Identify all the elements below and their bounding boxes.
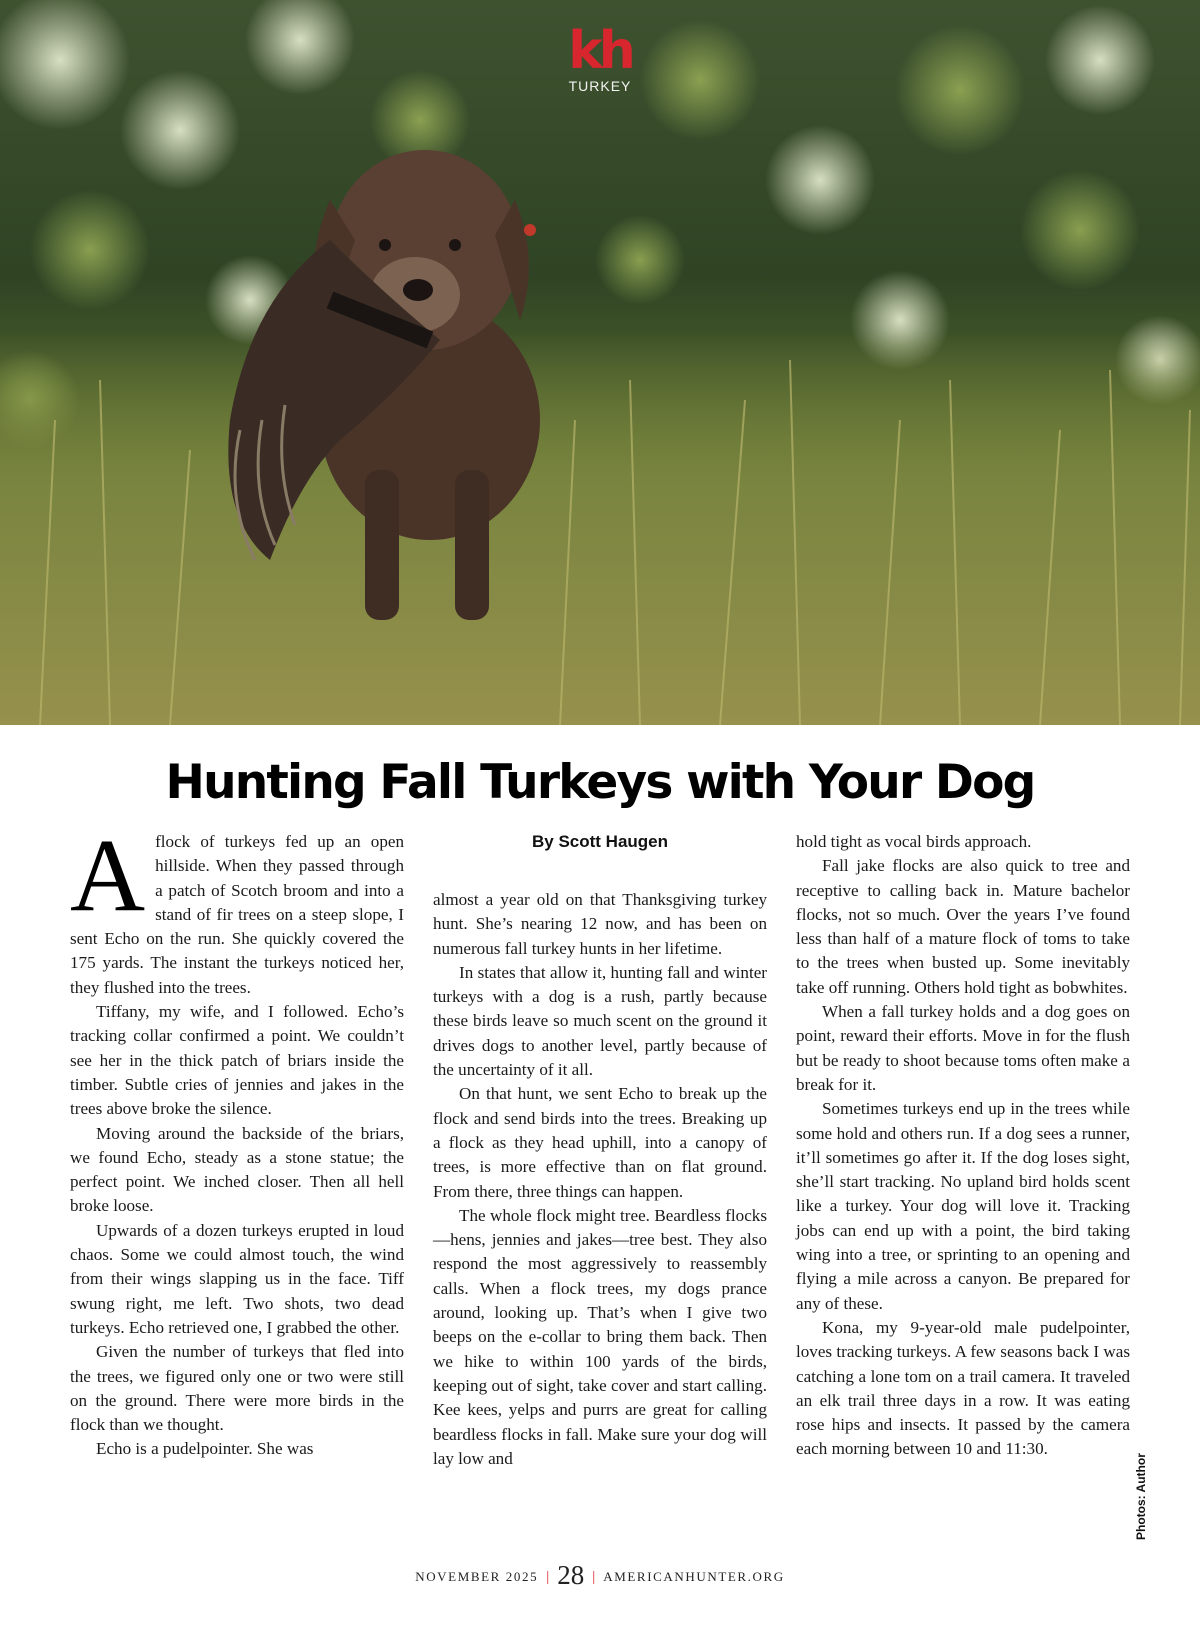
article-column-1 [70, 818, 404, 1462]
website-link[interactable]: AMERICANHUNTER.ORG [603, 1569, 785, 1584]
page-footer [0, 1560, 1200, 1591]
paragraph: Echo is a pudelpointer. She was [96, 1439, 314, 1459]
paragraph: On that hunt, we sent Echo to break up the flock and send birds into the trees. Breaking up a flock as they head uphill, into a canopy of trees, is more effective than on flat ground. From there, three things can happen. [433, 1084, 767, 1201]
byline: By Scott Haugen [531, 832, 669, 851]
issue-date: NOVEMBER 2025 [415, 1569, 539, 1584]
paragraph: Aflock of turkeys fed up an open hillside. When they passed through a patch of Scotch broom and into a stand of fir trees on a steep slope, I sent Echo on the run. She quickly covered the 175 yards. The instant the turkeys noticed her, they flushed into the trees. [70, 818, 404, 997]
dog-retrieving-turkey-illustration [0, 0, 1200, 725]
page-number: 28 [557, 1560, 585, 1590]
drop-cap: A [70, 818, 146, 933]
section-logo [0, 21, 1200, 94]
paragraph: In states that allow it, hunting fall and winter turkeys with a dog is a rush, partly because these birds leave so much scent on the ground it drives dogs to another level, partly because of the uncertainty of it all. [433, 962, 767, 1080]
paragraph: Given the number of turkeys that fled into the trees, we figured only one or two were still on the ground. There were more birds in the flock than we thought. [70, 1342, 404, 1435]
section-label: TURKEY [568, 78, 632, 94]
paragraph: Upwards of a dozen turkeys erupted in loud chaos. Some we could almost touch, the wind from their wings slapping us in the face. Tiff swung right, me left. Two shots, two dead turkeys. Echo retrieved one, I grabbed the other. [70, 1220, 404, 1337]
paragraph: Fall jake flocks are also quick to tree and receptive to calling back in. Mature bachelor flocks, not so much. Over the years I’ve found less than half of a mature flock of toms to take to the trees when busted up. Some inevitably take off running. Others hold tight as bobwhites. [796, 856, 1130, 997]
section-logo-mark: kh [568, 21, 632, 81]
paragraph: almost a year old on that Thanksgiving turkey hunt. She’s nearing 12 now, and has been on numerous fall turkey hunts in her lifetime. [433, 890, 767, 958]
paragraph: The whole flock might tree. Beardless flocks—hens, jennies and jakes—tree best. They also respond the most aggressively to reassembly calls. When a flock trees, my dogs prance around, looking up. That’s when I give two beeps on the e-collar to bring them back. Then we hike to within 100 yards of the birds, keeping out of sight, take cover and start calling. Kee kees, yelps and purrs are great for calling beardless flocks in fall. Make sure your dog will lay low and [433, 1205, 767, 1468]
footer-separator: | [592, 1569, 596, 1585]
paragraph: When a fall turkey holds and a dog goes on point, reward their efforts. Move in for the flush but be ready to shoot because toms often make a break for it. [796, 1002, 1130, 1094]
paragraph: Kona, my 9-year-old male pudelpointer, loves tracking turkeys. A few seasons back I was catching a lone tom on a trail camera. It traveled an elk trail three days in a row. It was eating rose hips and insects. It passed by the camera each morning between 10 and 11:30. [796, 1317, 1130, 1459]
article-column-3 [796, 830, 1130, 1462]
paragraph: Tiffany, my wife, and I followed. Echo’s tracking collar confirmed a point. We couldn’t see her in the thick patch of briars inside the timber. Subtle cries of jennies and jakes in the trees above broke the silence. [70, 1002, 404, 1119]
footer-separator: | [546, 1569, 550, 1585]
article-column-2 [433, 830, 767, 1471]
paragraph: Sometimes turkeys end up in the trees while some hold and others run. If a dog sees a runner, it’ll sometimes go after it. If the dog loses sight, she’ll start tracking. No upland bird holds scent like a turkey. Your dog will love it. Tracking jobs can end up with a point, the bird taking wing into a tree, or sprinting to an opening and flying a mile across a canyon. Be prepared for any of these. [796, 1099, 1130, 1313]
paragraph: hold tight as vocal birds approach. [796, 832, 1032, 851]
article-headline: Hunting Fall Turkeys with Your Dog [165, 755, 1035, 810]
paragraph: Moving around the backside of the briars, we found Echo, steady as a stone statue; the perfect point. We inched closer. Then all hell broke loose. [70, 1123, 404, 1216]
grass-field [0, 330, 1200, 725]
photo-credit: Photos: Author [1134, 1453, 1148, 1540]
hero-photo [0, 0, 1200, 725]
